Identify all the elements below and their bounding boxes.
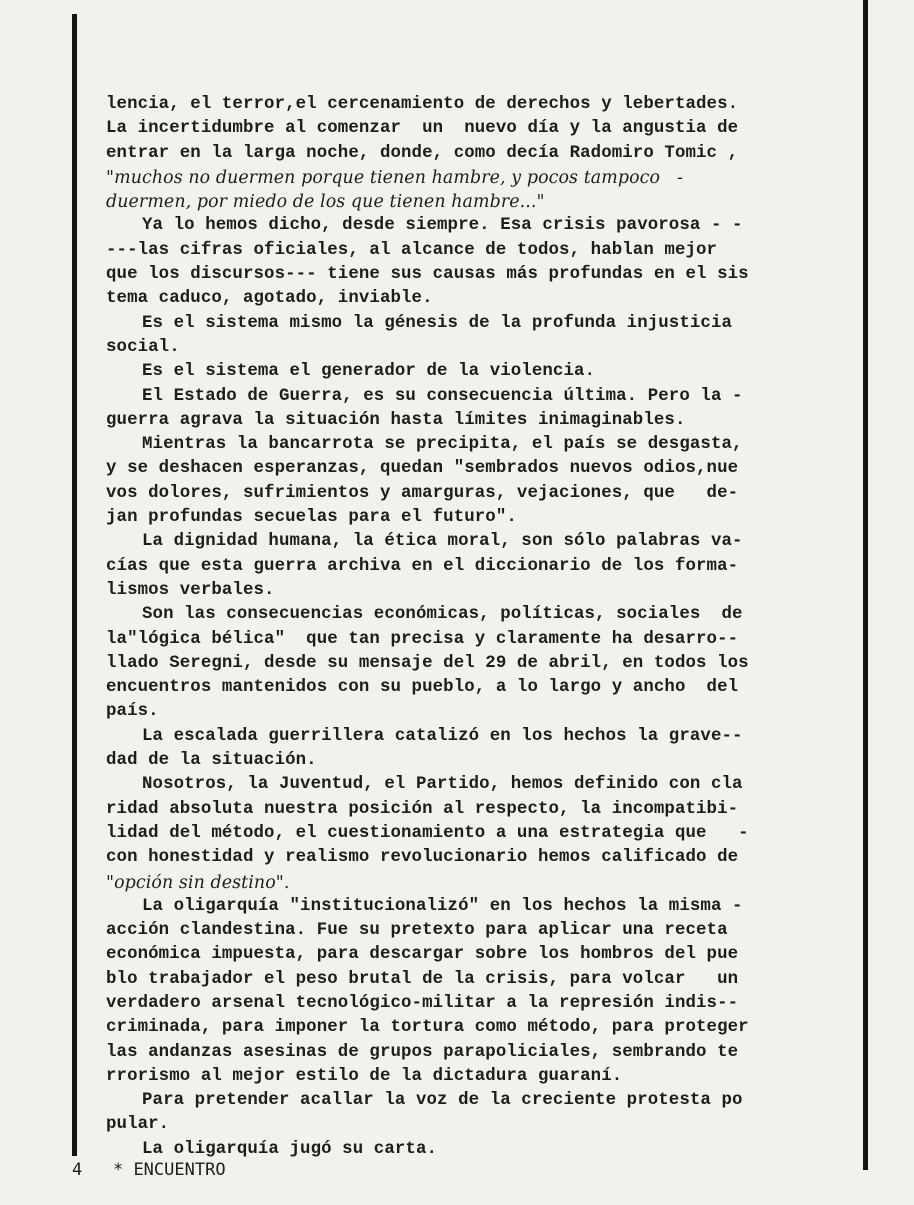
text-line: ridad absoluta nuestra posición al respecto, la incompatibi- [106,799,739,819]
text-line: encuentros mantenidos con su pueblo, a lo largo y ancho del [106,678,739,698]
text-line: duermen, por miedo de los que tienen hambre..." [106,192,545,213]
publication-name: * ENCUENTRO [112,1160,226,1180]
text-line: La incertidumbre al comenzar un nuevo día y la angustia de [106,119,739,139]
left-margin-rule [72,14,77,1156]
text-line: con honestidad y realismo revolucionario hemos calificado de [106,848,739,868]
text-line: Ya lo hemos dicho, desde siempre. Esa crisis pavorosa - - [142,216,743,236]
text-line: lismos verbales. [106,580,275,600]
text-line: acción clandestina. Fue su pretexto para aplicar una receta [106,921,728,941]
text-line: cías que esta guerra archiva en el diccionario de los forma- [106,556,739,576]
text-line: pular. [106,1115,170,1135]
text-line: lidad del método, el cuestionamiento a una estrategia que - [106,823,749,843]
right-margin-rule [863,0,868,1170]
text-line: verdadero arsenal tecnológico-militar a la represión indis-- [106,993,739,1013]
page-number: 4 [72,1160,83,1180]
text-line: dad de la situación. [106,751,317,771]
text-line: que los discursos--- tiene sus causas más profundas en el sis [106,265,749,285]
text-line: Es el sistema mismo la génesis de la profunda injusticia [142,313,733,333]
text-line: La oligarquía jugó su carta. [142,1139,438,1159]
text-line: La dignidad humana, la ética moral, son sólo palabras va- [142,532,743,552]
text-line: jan profundas secuelas para el futuro". [106,508,517,528]
text-line: Nosotros, la Juventud, el Partido, hemos definido con cla [142,775,743,795]
text-line: blo trabajador el peso brutal de la crisis, para volcar un [106,969,739,989]
text-line: tema caduco, agotado, inviable. [106,289,433,309]
text-line: entrar en la larga noche, donde, como decía Radomiro Tomic , [106,143,739,163]
text-line: vos dolores, sufrimientos y amarguras, vejaciones, que de- [106,483,739,503]
text-line: económica impuesta, para descargar sobre los hombros del pue [106,945,739,965]
text-line: social. [106,337,180,357]
text-line: "opción sin destino". [106,872,290,893]
text-line: Para pretender acallar la voz de la creciente protesta po [142,1091,743,1111]
text-line: guerra agrava la situación hasta límites inimaginables. [106,410,686,430]
text-line: "muchos no duermen porque tienen hambre, y pocos tampoco - [106,167,683,188]
text-line: llado Seregni, desde su mensaje del 29 de abril, en todos los [106,653,749,673]
text-line: y se deshacen esperanzas, quedan "sembrados nuevos odios,nue [106,459,739,479]
article-body [106,93,846,1162]
text-line: rrorismo al mejor estilo de la dictadura guaraní. [106,1066,623,1086]
text-line: Es el sistema el generador de la violencia. [142,362,596,382]
page-footer [72,1160,226,1180]
text-line: La oligarquía "institucionalizó" en los hechos la misma - [142,896,743,916]
text-line: Son las consecuencias económicas, políticas, sociales de [142,605,743,625]
text-line: país. [106,702,159,722]
text-line: la"lógica bélica" que tan precisa y claramente ha desarro-- [106,629,739,649]
text-line: lencia, el terror,el cercenamiento de derechos y lebertades. [106,95,739,114]
text-line: ---las cifras oficiales, al alcance de todos, hablan mejor [106,240,718,260]
text-line: La escalada guerrillera catalizó en los hechos la grave-- [142,726,743,746]
text-line: criminada, para imponer la tortura como método, para proteger [106,1018,749,1038]
text-line: El Estado de Guerra, es su consecuencia última. Pero la - [142,386,743,406]
text-line: Mientras la bancarrota se precipita, el país se desgasta, [142,435,743,455]
text-line: las andanzas asesinas de grupos parapoliciales, sembrando te [106,1042,739,1062]
